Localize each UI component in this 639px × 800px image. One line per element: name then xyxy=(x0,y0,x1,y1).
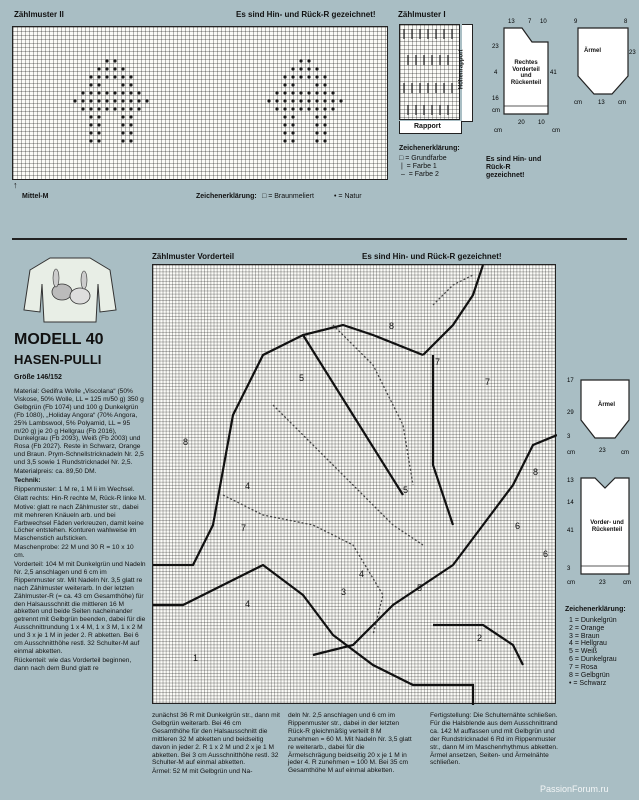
pattern-dot xyxy=(275,91,278,94)
pattern-dot xyxy=(81,107,84,110)
dim-label: cm xyxy=(567,580,575,586)
paragraph: Maschenprobe: 22 M und 30 R = 10 x 10 cm. xyxy=(14,544,134,560)
chart-ii-legend-label: Zeichenerklärung: xyxy=(196,193,257,200)
pattern-dot xyxy=(315,115,318,118)
dim-label: 7 xyxy=(528,19,532,25)
instructions-column-1 xyxy=(14,388,146,674)
pattern-dot xyxy=(121,123,124,126)
pattern-dot xyxy=(323,115,326,118)
pattern-dot xyxy=(323,107,326,110)
pattern-dot xyxy=(89,91,92,94)
repeat-label: Rapport xyxy=(414,123,441,130)
dim-label: 13 xyxy=(508,19,515,25)
pattern-dot xyxy=(97,91,100,94)
dim-label: 41 xyxy=(567,528,574,534)
legend-item: 4 = Hellgrau xyxy=(569,640,607,648)
legend-item: 3 = Braun xyxy=(569,632,600,640)
pattern-dot xyxy=(121,83,124,86)
main-chart-outline xyxy=(153,265,557,705)
pattern-dot xyxy=(105,99,108,102)
legend-base-color: = Grundfarbe xyxy=(405,155,447,162)
chart-ii-motif xyxy=(13,27,389,181)
pattern-dot xyxy=(97,67,100,70)
chart-ii-title: Zählmuster II xyxy=(14,10,64,19)
pattern-dot xyxy=(315,91,318,94)
pattern-dot xyxy=(129,83,132,86)
chart-ii-grid xyxy=(12,26,388,180)
dim-label: 10 xyxy=(538,120,545,126)
region-number: 7 xyxy=(241,523,247,533)
pattern-dot xyxy=(331,91,334,94)
dim-label: 4 xyxy=(494,70,498,76)
pattern-dot xyxy=(315,131,318,134)
chart-i-title: Zählmuster I xyxy=(398,10,446,19)
pattern-dot xyxy=(113,67,116,70)
pattern-dot xyxy=(307,67,310,70)
pattern-dot xyxy=(283,115,286,118)
pattern-dot xyxy=(323,99,326,102)
instructions-column-2 xyxy=(152,712,280,777)
pattern-dot xyxy=(105,107,108,110)
pattern-dot xyxy=(307,107,310,110)
chart-i-grid xyxy=(399,24,460,120)
chart-ii-legend-item xyxy=(334,193,362,201)
region-number: 5 xyxy=(403,485,409,495)
pattern-dot xyxy=(299,107,302,110)
pattern-dot xyxy=(121,139,124,142)
pattern-dot xyxy=(307,91,310,94)
dim-label: 16 xyxy=(492,96,499,102)
dim-label: 23 xyxy=(599,580,606,586)
pattern-dot xyxy=(323,131,326,134)
bunny-sweater-illustration xyxy=(20,250,120,330)
dim-label: 10 xyxy=(540,19,547,25)
pattern-dot xyxy=(307,99,310,102)
pattern-dot xyxy=(89,83,92,86)
pattern-dot xyxy=(137,99,140,102)
pattern-dot xyxy=(275,107,278,110)
pattern-dot xyxy=(323,139,326,142)
dim-label: 23 xyxy=(629,50,636,56)
pattern-dot xyxy=(299,75,302,78)
schematic-sleeve-label: Ärmel xyxy=(584,48,602,54)
pattern-dot xyxy=(97,107,100,110)
dash-icon: – xyxy=(399,170,407,178)
model-name: HASEN-PULLI xyxy=(14,352,102,367)
pattern-dot xyxy=(89,115,92,118)
schematic-body-label: Rechtes Vorderteil und Rückenteil xyxy=(510,60,542,86)
pattern-dot xyxy=(121,131,124,134)
dim-label: 41 xyxy=(550,70,557,76)
pattern-dot xyxy=(97,139,100,142)
pattern-dot xyxy=(105,59,108,62)
pattern-dot xyxy=(283,75,286,78)
legend-item: 8 = Gelbgrün xyxy=(569,671,610,679)
pattern-dot xyxy=(89,75,92,78)
region-number: 4 xyxy=(245,481,251,491)
pattern-dot xyxy=(121,75,124,78)
region-number: 8 xyxy=(389,321,395,331)
pattern-dot xyxy=(315,67,318,70)
pattern-dot xyxy=(283,99,286,102)
region-number: 8 xyxy=(533,467,539,477)
schematic-sleeve-right xyxy=(565,372,635,462)
pattern-dot xyxy=(291,107,294,110)
paragraph: Ärmel: 52 M mit Gelbgrün und Na- xyxy=(152,768,253,776)
chart-i-pattern xyxy=(400,25,461,121)
pattern-dot xyxy=(315,139,318,142)
region-number: 5 xyxy=(417,583,423,593)
pattern-dot xyxy=(323,123,326,126)
pattern-dot xyxy=(307,75,310,78)
pattern-dot xyxy=(283,107,286,110)
pattern-dot xyxy=(315,123,318,126)
legend-item: 1 = Dunkelgrün xyxy=(569,617,617,624)
pattern-dot xyxy=(291,83,294,86)
region-number: 4 xyxy=(359,569,365,579)
chart-ii-note: Es sind Hin- und Rück-R gezeichnet! xyxy=(236,10,376,19)
pattern-dot xyxy=(97,123,100,126)
pattern-dot xyxy=(97,115,100,118)
center-marker-arrow: ↑ xyxy=(13,180,18,190)
pattern-dot xyxy=(331,107,334,110)
paragraph: Fertigstellung: Die Schulternähte schließen. Für die Halsblende aus dem Ausschnittrand ca. 142 M auffassen und mit Gelbgrün und der Rundstricknadel 6 Rd im Rippenmuster str., dann M im Maschenrhythmus abketten. Ärmel ansetzen, Seiten- und Ärmelnähte schließen. xyxy=(430,712,558,767)
pattern-dot xyxy=(113,91,116,94)
pattern-dot xyxy=(97,83,100,86)
chart-i-note: Es sind Hin- und Rück-R gezeichnet! xyxy=(486,156,542,179)
model-size: Größe 146/152 xyxy=(14,374,62,381)
paragraph: Vorderteil: 104 M mit Dunkelgrün und Nadeln Nr. 2,5 anschlagen und 6 cm im Rippenmuster str. Mit Nadeln Nr. 3,5 glatt re nach Zählmuster weiterarb. In der letzten Zählmuster-R (= ca. 43 cm Gesamthöhe) für den Halsausschnitt die mittleren 16 M abketten und beide Seiten nacheinander getrennt mit Gelbgrün beenden, dabei für die Ausschnittrundung 1 x 4 M, 1 x 3 M, 1 x 2 M und 3 x je 1 M in jeder 2. R abketten. Bei 6 cm Ausschnitthöhe restl. 32 Schulter-M auf einmal abketten. xyxy=(14,561,146,655)
pattern-dot xyxy=(129,115,132,118)
pattern-dot xyxy=(275,99,278,102)
main-chart-grid xyxy=(152,264,556,704)
region-number: 4 xyxy=(245,599,251,609)
pattern-dot xyxy=(97,131,100,134)
pattern-dot xyxy=(105,75,108,78)
region-number: 7 xyxy=(485,377,491,387)
pattern-dot xyxy=(291,123,294,126)
pattern-dot xyxy=(315,83,318,86)
pattern-dot xyxy=(291,99,294,102)
legend-item: 6 = Dunkelgrau xyxy=(569,656,617,664)
dim-label: 13 xyxy=(598,100,605,106)
center-marker-label: Mittel-M xyxy=(22,193,49,200)
pattern-dot xyxy=(97,99,100,102)
dim-label: 23 xyxy=(599,448,606,454)
watermark: PassionForum.ru xyxy=(540,784,609,794)
dot-icon: • xyxy=(334,193,337,200)
paragraph: deln Nr. 2,5 anschlagen und 6 cm im Rippenmuster str., dabei in der letzten Rück-R gleichmäßig verteilt 8 M zunehmen = 60 M. Mit Nadeln Nr. 3,5 glatt re weiterarb., dabei für die Ärmelschrägung beidseitig 20 x je 1 M in jeder 4. R zunehmen = 100 M. Bei 35 cm Gesamthöhe M auf einmal abketten. xyxy=(288,712,412,775)
legend-color-2: = Farbe 2 xyxy=(408,170,439,178)
pattern-dot xyxy=(291,139,294,142)
region-number: 7 xyxy=(435,357,441,367)
height-repeat-label: Höhenrapport xyxy=(458,49,465,90)
pattern-dot xyxy=(267,99,270,102)
main-chart-title: Zählmuster Vorderteil xyxy=(152,252,235,261)
chart-i-legend xyxy=(399,155,447,178)
pattern-dot xyxy=(129,123,132,126)
chart-ii-legend-text: = Natur xyxy=(338,193,362,200)
dim-label: 3 xyxy=(567,434,571,440)
pattern-dot xyxy=(137,107,140,110)
region-number: 1 xyxy=(193,653,199,663)
instructions-column-3 xyxy=(288,712,414,776)
animal-motif-right xyxy=(267,59,342,142)
paragraph: zunächst 36 R mit Dunkelgrün str., dann mit Gelbgrün weiterarb. Bei 46 cm Gesamthöhe für den Halsausschnitt die mittleren 32 M abketten und beidseitig davon in jeder 2. R 1 x 2 M und 2 x je 1 M abketten. Bei 3 cm Ausschnitthöhe restl. 32 Schulter-M auf einmal abketten. xyxy=(152,712,280,767)
paragraph: Glatt rechts: Hin-R rechte M, Rück-R linke M. xyxy=(14,494,146,502)
schematic-body-right-label: Vorder- und Rückenteil xyxy=(590,520,624,533)
schematic-sleeve-top xyxy=(572,14,636,110)
region-number: 3 xyxy=(341,587,347,597)
main-chart-note: Es sind Hin- und Rück-R gezeichnet! xyxy=(362,252,502,261)
pattern-dot xyxy=(299,67,302,70)
right-legend-label: Zeichenerklärung: xyxy=(565,606,626,613)
paragraph: Motive: glatt re nach Zählmuster str., dabei mit mehreren Knäueln arb. und bei Farbwechsel Fäden verkreuzen, damit keine Löcher entstehen. Konturen wahlweise im Maschenstich aufsticken. xyxy=(14,503,144,543)
pattern-dot xyxy=(129,107,132,110)
dim-label: 20 xyxy=(518,120,525,126)
paragraph: Rückenteil: wie das Vorderteil beginnen, dann nach dem Bund glatt re xyxy=(14,656,132,672)
pattern-dot xyxy=(113,99,116,102)
paragraph: Material: Gedifra Wolle „Viscolana“ (50% Viskose, 50% Wolle, LL = 125 m/50 g) 350 g Gelbgrün (Fb 1074) und 100 g Dunkelgrün (Fb 1080), „Holiday Angora“ (70% Angora, 25% Lambswool, 5% Polyamid, LL = 95 m/20 g) je 20 g Hellgrau (Fb 2016), Dunkelgrau (Fb 2093), Weiß (Fb 2003) und Rosa (Fb 2027). Reste in Schwarz, Orange und Braun. Prym-Schnellstricknadeln Nr. 2,5 und 3,5 sowie 1 Rundstricknadel Nr. 2,5. xyxy=(14,388,144,467)
pattern-dot xyxy=(291,115,294,118)
pattern-dot xyxy=(129,99,132,102)
pattern-dot xyxy=(89,139,92,142)
pattern-dot xyxy=(73,99,76,102)
pattern-dot xyxy=(315,99,318,102)
dim-label: 29 xyxy=(567,410,574,416)
pattern-dot xyxy=(315,75,318,78)
dim-label: 23 xyxy=(492,44,499,50)
pattern-dot xyxy=(283,131,286,134)
legend-item: 2 = Orange xyxy=(569,624,605,632)
dim-label: cm xyxy=(552,128,560,134)
pattern-dot xyxy=(283,139,286,142)
dim-label: cm xyxy=(494,128,502,134)
pattern-dot xyxy=(129,131,132,134)
legend-item: • = Schwarz xyxy=(569,679,607,687)
vertical-bar-icon: | xyxy=(399,162,405,170)
pattern-dot xyxy=(81,91,84,94)
pattern-dot xyxy=(97,75,100,78)
paragraph: Rippenmuster: 1 M re, 1 M li im Wechsel. xyxy=(14,485,135,493)
pattern-dot xyxy=(299,99,302,102)
pattern-dot xyxy=(121,99,124,102)
pattern-dot xyxy=(89,107,92,110)
pattern-dot xyxy=(299,91,302,94)
pattern-dot xyxy=(137,91,140,94)
pattern-dot xyxy=(283,91,286,94)
region-number: 6 xyxy=(515,521,521,531)
pattern-dot xyxy=(81,99,84,102)
chart-i-legend-label: Zeichenerklärung: xyxy=(399,145,460,152)
dim-label: 9 xyxy=(574,19,578,25)
dim-label: cm xyxy=(567,450,575,456)
animal-motif-left xyxy=(73,59,148,142)
empty-square-icon: □ xyxy=(399,155,404,162)
pattern-dot xyxy=(105,67,108,70)
pattern-dot xyxy=(113,59,116,62)
pattern-dot xyxy=(307,59,310,62)
paragraph: Materialpreis: ca. 89,50 DM. xyxy=(14,468,97,476)
pattern-dot xyxy=(323,91,326,94)
pattern-dot xyxy=(145,99,148,102)
pattern-dot xyxy=(283,123,286,126)
legend-color-1: = Farbe 1 xyxy=(406,162,437,170)
paragraph: Technik: xyxy=(14,476,41,484)
legend-item: 7 = Rosa xyxy=(569,663,598,671)
region-number: 5 xyxy=(299,373,305,383)
pattern-dot xyxy=(129,139,132,142)
dim-label: 3 xyxy=(567,566,571,572)
instructions-column-4 xyxy=(430,712,558,768)
pattern-dot xyxy=(121,107,124,110)
pattern-dot xyxy=(331,99,334,102)
dim-label: 8 xyxy=(624,19,628,25)
schematic-sleeve-right-label: Ärmel xyxy=(598,402,616,408)
dim-label: 13 xyxy=(567,478,574,484)
pattern-dot xyxy=(323,83,326,86)
pattern-dot xyxy=(283,83,286,86)
chart-ii-legend-text: = Braunmeliert xyxy=(268,193,314,200)
dim-label: cm xyxy=(492,108,500,114)
pattern-dot xyxy=(113,75,116,78)
chart-ii-legend-item xyxy=(262,193,314,201)
pattern-dot xyxy=(121,91,124,94)
pattern-dot xyxy=(291,131,294,134)
pattern-dot xyxy=(339,99,342,102)
dim-label: cm xyxy=(621,450,629,456)
legend-item: 5 = Weiß xyxy=(569,648,598,656)
pattern-dot xyxy=(315,107,318,110)
dim-label: 14 xyxy=(567,500,574,506)
pattern-dot xyxy=(89,123,92,126)
pattern-dot xyxy=(113,107,116,110)
region-number: 6 xyxy=(543,549,549,559)
dim-label: cm xyxy=(618,100,626,106)
pattern-dot xyxy=(291,91,294,94)
empty-square-icon: □ xyxy=(262,193,267,200)
pattern-dot xyxy=(121,115,124,118)
pattern-dot xyxy=(121,67,124,70)
pattern-dot xyxy=(323,75,326,78)
region-number: 8 xyxy=(183,437,189,447)
right-legend-list xyxy=(569,617,617,687)
pattern-dot xyxy=(89,99,92,102)
pattern-dot xyxy=(129,91,132,94)
region-number: 2 xyxy=(477,633,483,643)
dim-label: 17 xyxy=(567,378,574,384)
pattern-dot xyxy=(291,67,294,70)
pattern-dot xyxy=(299,59,302,62)
dim-label: cm xyxy=(574,100,582,106)
pattern-dot xyxy=(105,91,108,94)
model-title: MODELL 40 xyxy=(14,331,104,348)
pattern-dot xyxy=(291,75,294,78)
dim-label: cm xyxy=(623,580,631,586)
pattern-dot xyxy=(89,131,92,134)
pattern-dot xyxy=(129,75,132,78)
section-divider xyxy=(12,238,627,240)
